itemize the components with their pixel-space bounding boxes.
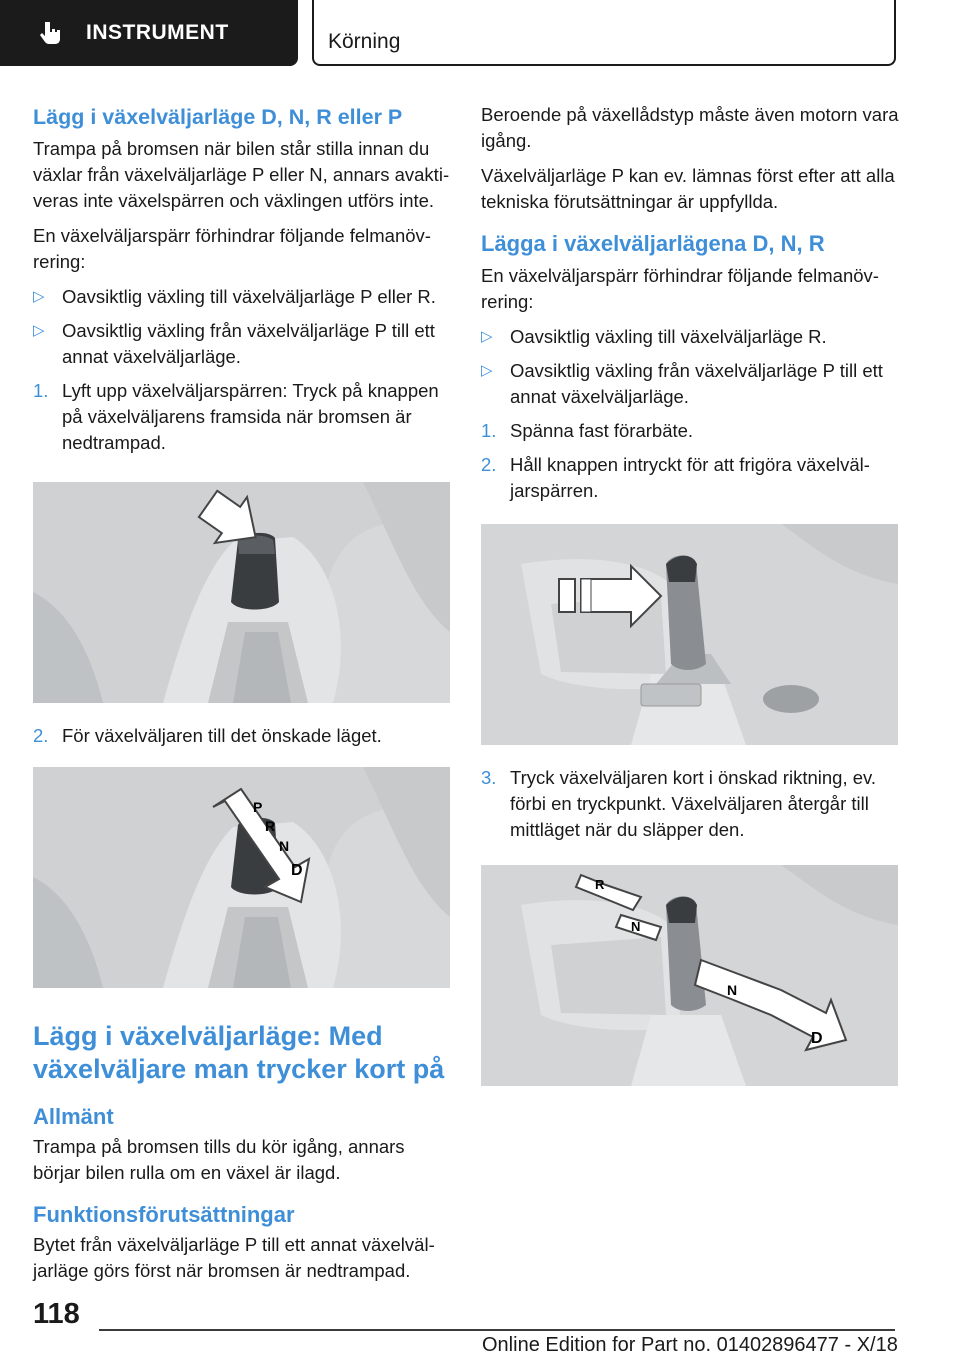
fig2-label-n: N xyxy=(279,838,290,854)
list-item xyxy=(33,318,453,370)
step-number: 2. xyxy=(481,454,497,475)
footer-rule xyxy=(99,1329,895,1331)
paragraph: En växelväljarspärr förhindrar följande felmanövrering: xyxy=(481,265,879,312)
list-item-text: Oavsiktlig växling till växelväljarläge P eller R. xyxy=(62,286,436,307)
fig4-label-r: R xyxy=(595,877,605,892)
heading-push-selector: Lägg i växelväljarläge: Med växelväljare man trycker kort på xyxy=(33,1021,445,1084)
list-item-text: Oavsiktlig växling från växelväljarläge P till ett annat växelväljarläge. xyxy=(510,360,883,407)
paragraph: Bytet från växelväljarläge P till ett annat växelväljarläge görs först när bromsen är nedtrampad. xyxy=(33,1234,435,1281)
paragraph: Växelväljarläge P kan ev. lämnas först efter att alla tekniska förutsättningar är uppfyllda. xyxy=(481,165,895,212)
step-number: 2. xyxy=(33,725,49,746)
step-item xyxy=(481,765,901,843)
selector-positions-illustration xyxy=(481,865,898,1086)
heading-general: Allmänt xyxy=(33,1104,114,1129)
list-item-text: Oavsiktlig växling till växelväljarläge R. xyxy=(510,326,827,347)
heading-park-modes: Lägg i växelväljarläge D, N, R eller P xyxy=(33,105,403,129)
bullet-triangle-icon: ▷ xyxy=(33,322,45,339)
page-number: 118 xyxy=(33,1298,80,1330)
selector-release-illustration xyxy=(481,524,898,745)
step-text: Spänna fast förarbäte. xyxy=(510,420,694,441)
list-item xyxy=(33,284,453,310)
fig2-label-p: P xyxy=(253,799,263,815)
paragraph: En växelväljarspärr förhindrar följande felmanövrering: xyxy=(33,225,431,272)
paragraph: Beroende på växellådstyp måste även motorn vara igång. xyxy=(481,104,899,151)
gear-lever-positions-illustration xyxy=(33,767,450,988)
step-text: Lyft upp växelväljarspärren: Tryck på knappen på växelväljarens framsida när bromsen är nedtrampad. xyxy=(62,380,439,453)
heading-prerequisites: Funktionsförutsättningar xyxy=(33,1202,295,1227)
fig4-label-n: N xyxy=(631,919,641,934)
paragraph: Trampa på bromsen tills du kör igång, annars börjar bilen rulla om en växel är ilagd. xyxy=(33,1136,405,1183)
left-column xyxy=(33,102,453,1293)
right-column xyxy=(481,102,901,1106)
fig2-label-d: D xyxy=(291,862,303,879)
step-item xyxy=(33,723,453,749)
step-text: För växelväljaren till det önskade läget. xyxy=(62,725,382,746)
step-item xyxy=(481,452,901,504)
list-item-text: Oavsiktlig växling från växelväljarläge P till ett annat växelväljarläge. xyxy=(62,320,435,367)
bullet-triangle-icon: ▷ xyxy=(33,288,45,305)
list-item xyxy=(481,324,901,350)
bullet-triangle-icon: ▷ xyxy=(481,328,493,345)
chapter-box xyxy=(312,0,896,66)
step-number: 1. xyxy=(33,380,49,401)
section-title: INSTRUMENT xyxy=(86,21,229,44)
list-item xyxy=(481,358,901,410)
chapter-title: Körning xyxy=(328,30,401,53)
paragraph: Trampa på bromsen när bilen står stilla innan du växlar från växelväljarläge P eller N, annars avaktiveras inte växelspärren och växlingen utförs inte. xyxy=(33,138,450,211)
step-number: 1. xyxy=(481,420,497,441)
hand-pointer-icon xyxy=(38,20,64,46)
fig2-label-r: R xyxy=(265,818,276,834)
edition-info: Online Edition for Part no. 01402896477 - X/18 xyxy=(482,1334,898,1356)
step-number: 3. xyxy=(481,767,497,788)
heading-dnr: Lägga i växelväljarlägena D, N, R xyxy=(481,231,825,256)
step-item xyxy=(481,418,901,444)
step-text: Håll knappen intryckt för att frigöra växelväljarspärren. xyxy=(510,454,870,501)
fig4-label-n-arrow: N xyxy=(727,982,738,998)
gear-lever-press-illustration xyxy=(33,482,450,703)
fig4-label-d: D xyxy=(811,1030,823,1047)
bullet-triangle-icon: ▷ xyxy=(481,362,493,379)
step-item xyxy=(33,378,453,456)
step-text: Tryck växelväljaren kort i önskad riktning, ev. förbi en tryckpunkt. Växelväljaren återgår till mittläget när du släpper den. xyxy=(510,767,877,840)
section-tab xyxy=(0,0,298,66)
